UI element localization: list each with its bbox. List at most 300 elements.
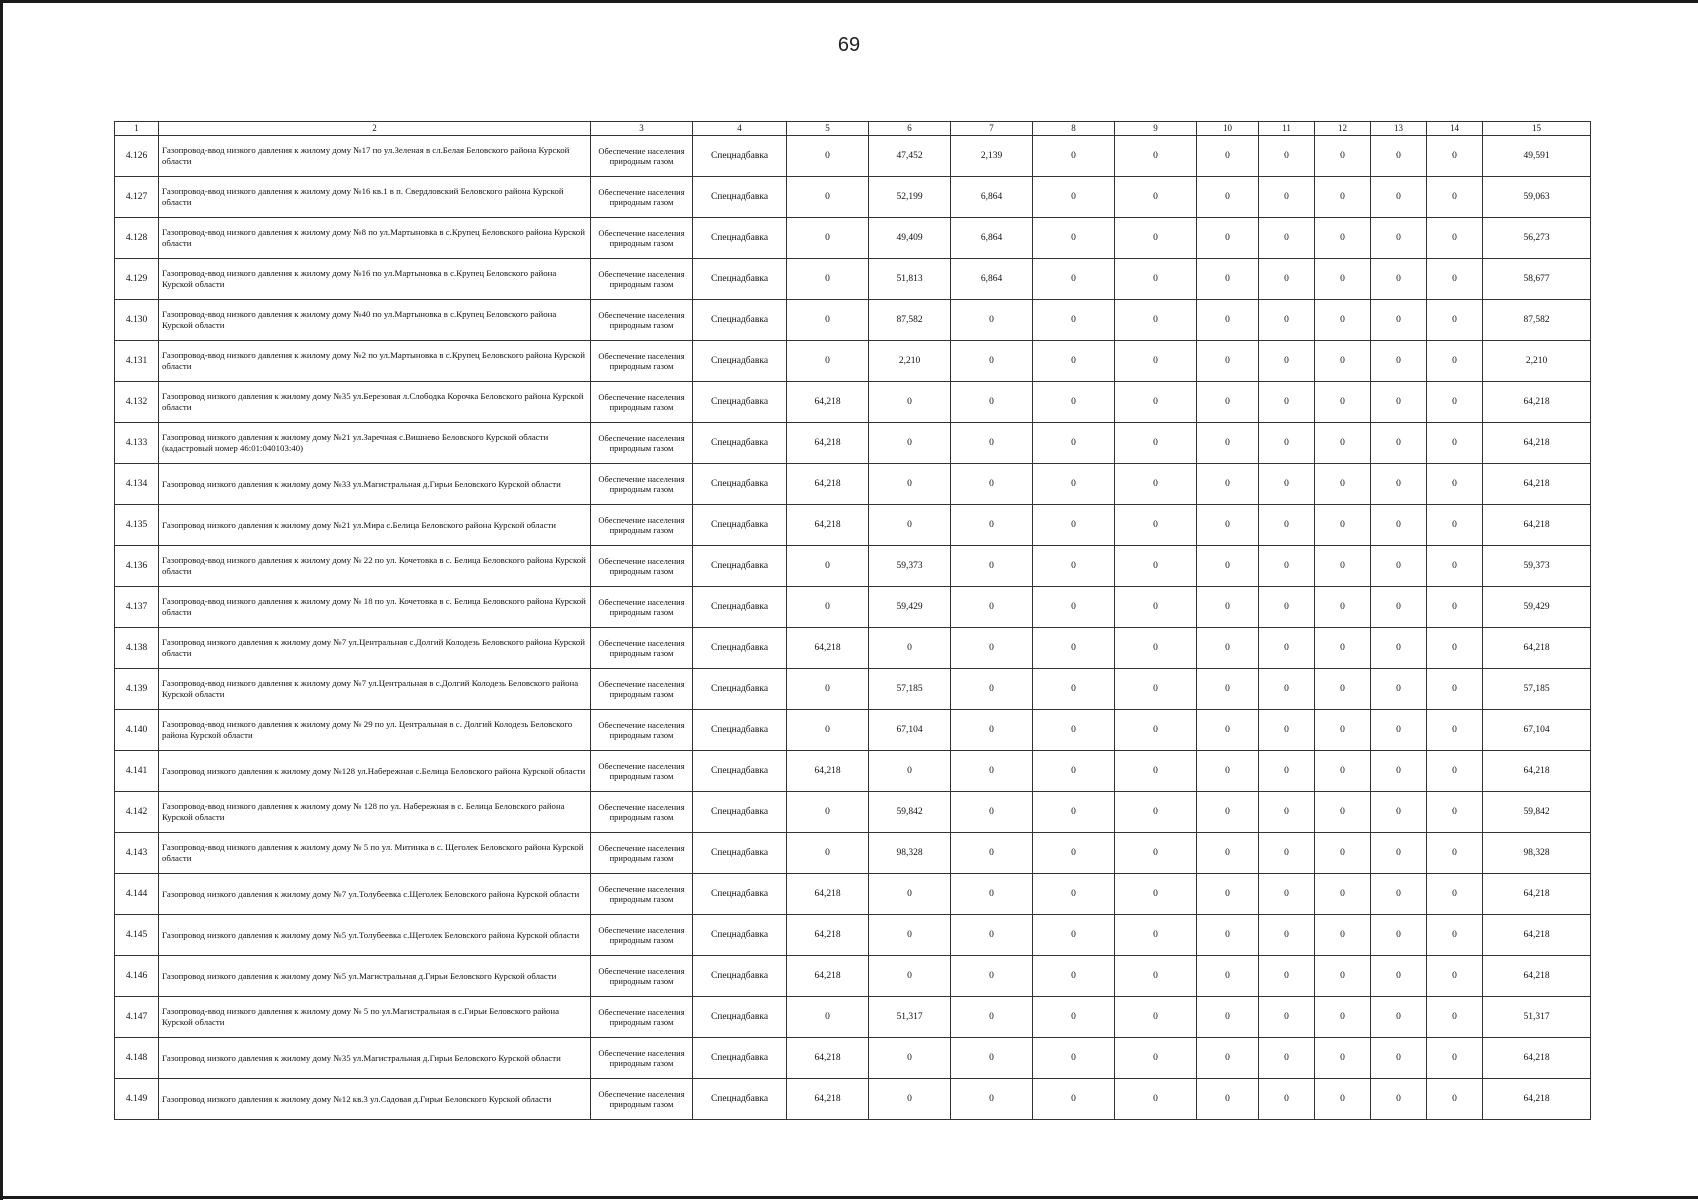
row-id-cell: 4.133 (115, 423, 159, 464)
value-cell-col-8: 0 (1033, 1079, 1115, 1120)
object-name-cell: Газопровод-ввод низкого давления к жилому дому №17 по ул.Зеленая в сл.Белая Беловского района Курской области (159, 136, 591, 177)
value-cell-col-6: 87,582 (869, 300, 951, 341)
funding-source-cell: Спецнадбавка (693, 833, 787, 874)
purpose-cell: Обеспечение населения природным газом (591, 751, 693, 792)
value-cell-col-8: 0 (1033, 587, 1115, 628)
purpose-cell: Обеспечение населения природным газом (591, 710, 693, 751)
value-cell-col-14: 0 (1427, 833, 1483, 874)
value-cell-col-15: 51,317 (1483, 997, 1591, 1038)
value-cell-col-10: 0 (1197, 956, 1259, 997)
value-cell-col-8: 0 (1033, 751, 1115, 792)
purpose-cell: Обеспечение населения природным газом (591, 874, 693, 915)
value-cell-col-12: 0 (1315, 751, 1371, 792)
value-cell-col-10: 0 (1197, 751, 1259, 792)
funding-source-cell: Спецнадбавка (693, 505, 787, 546)
purpose-cell: Обеспечение населения природным газом (591, 300, 693, 341)
value-cell-col-7: 0 (951, 751, 1033, 792)
value-cell-col-6: 0 (869, 505, 951, 546)
value-cell-col-12: 0 (1315, 546, 1371, 587)
row-id-cell: 4.137 (115, 587, 159, 628)
value-cell-col-5: 64,218 (787, 423, 869, 464)
value-cell-col-13: 0 (1371, 915, 1427, 956)
value-cell-col-7: 0 (951, 915, 1033, 956)
row-id-cell: 4.141 (115, 751, 159, 792)
column-header-15: 15 (1483, 122, 1591, 136)
value-cell-col-9: 0 (1115, 505, 1197, 546)
value-cell-col-14: 0 (1427, 464, 1483, 505)
value-cell-col-10: 0 (1197, 546, 1259, 587)
value-cell-col-10: 0 (1197, 218, 1259, 259)
value-cell-col-10: 0 (1197, 833, 1259, 874)
row-id-cell: 4.127 (115, 177, 159, 218)
value-cell-col-15: 58,677 (1483, 259, 1591, 300)
value-cell-col-13: 0 (1371, 300, 1427, 341)
object-name-cell: Газопровод-ввод низкого давления к жилому дому № 22 по ул. Кочетовка в с. Белица Беловского района Курской области (159, 546, 591, 587)
value-cell-col-8: 0 (1033, 628, 1115, 669)
table-row (115, 546, 1591, 587)
column-header-1: 1 (115, 122, 159, 136)
value-cell-col-6: 59,429 (869, 587, 951, 628)
value-cell-col-9: 0 (1115, 669, 1197, 710)
value-cell-col-6: 0 (869, 1038, 951, 1079)
funding-source-cell: Спецнадбавка (693, 177, 787, 218)
value-cell-col-15: 67,104 (1483, 710, 1591, 751)
object-name-cell: Газопровод низкого давления к жилому дому №35 ул.Березовая л.Слободка Корочка Беловского района Курской области (159, 382, 591, 423)
value-cell-col-8: 0 (1033, 423, 1115, 464)
object-name-cell: Газопровод низкого давления к жилому дому №7 ул.Центральная с.Долгий Колодезь Беловского района Курской области (159, 628, 591, 669)
value-cell-col-5: 0 (787, 300, 869, 341)
value-cell-col-5: 64,218 (787, 956, 869, 997)
table-row (115, 464, 1591, 505)
column-header-12: 12 (1315, 122, 1371, 136)
value-cell-col-11: 0 (1259, 669, 1315, 710)
value-cell-col-15: 64,218 (1483, 915, 1591, 956)
scan-edge-bottom (0, 1196, 1698, 1199)
value-cell-col-9: 0 (1115, 218, 1197, 259)
object-name-cell: Газопровод низкого давления к жилому дому №7 ул.Толубеевка с.Щеголек Беловского района Курской области (159, 874, 591, 915)
value-cell-col-15: 59,373 (1483, 546, 1591, 587)
purpose-cell: Обеспечение населения природным газом (591, 915, 693, 956)
value-cell-col-5: 0 (787, 669, 869, 710)
object-name-cell: Газопровод-ввод низкого давления к жилому дому № 128 по ул. Набережная в с. Белица Беловского района Курской области (159, 792, 591, 833)
value-cell-col-13: 0 (1371, 628, 1427, 669)
value-cell-col-9: 0 (1115, 546, 1197, 587)
value-cell-col-6: 0 (869, 628, 951, 669)
funding-source-cell: Спецнадбавка (693, 259, 787, 300)
value-cell-col-5: 64,218 (787, 628, 869, 669)
purpose-cell: Обеспечение населения природным газом (591, 382, 693, 423)
funding-source-cell: Спецнадбавка (693, 218, 787, 259)
value-cell-col-12: 0 (1315, 423, 1371, 464)
row-id-cell: 4.149 (115, 1079, 159, 1120)
value-cell-col-8: 0 (1033, 546, 1115, 587)
purpose-cell: Обеспечение населения природным газом (591, 587, 693, 628)
purpose-cell: Обеспечение населения природным газом (591, 177, 693, 218)
funding-source-cell: Спецнадбавка (693, 464, 787, 505)
value-cell-col-15: 56,273 (1483, 218, 1591, 259)
value-cell-col-6: 0 (869, 751, 951, 792)
value-cell-col-5: 64,218 (787, 505, 869, 546)
table-row (115, 218, 1591, 259)
funding-source-cell: Спецнадбавка (693, 423, 787, 464)
row-id-cell: 4.131 (115, 341, 159, 382)
funding-source-cell: Спецнадбавка (693, 997, 787, 1038)
value-cell-col-9: 0 (1115, 833, 1197, 874)
value-cell-col-7: 0 (951, 710, 1033, 751)
value-cell-col-14: 0 (1427, 751, 1483, 792)
value-cell-col-10: 0 (1197, 464, 1259, 505)
value-cell-col-7: 0 (951, 546, 1033, 587)
scan-edge-left (0, 0, 3, 1200)
value-cell-col-15: 87,582 (1483, 300, 1591, 341)
value-cell-col-7: 0 (951, 587, 1033, 628)
purpose-cell: Обеспечение населения природным газом (591, 259, 693, 300)
value-cell-col-6: 52,199 (869, 177, 951, 218)
value-cell-col-14: 0 (1427, 997, 1483, 1038)
value-cell-col-12: 0 (1315, 587, 1371, 628)
value-cell-col-10: 0 (1197, 177, 1259, 218)
value-cell-col-13: 0 (1371, 751, 1427, 792)
funding-source-cell: Спецнадбавка (693, 587, 787, 628)
value-cell-col-12: 0 (1315, 669, 1371, 710)
funding-source-cell: Спецнадбавка (693, 628, 787, 669)
value-cell-col-9: 0 (1115, 259, 1197, 300)
value-cell-col-5: 0 (787, 341, 869, 382)
row-id-cell: 4.142 (115, 792, 159, 833)
value-cell-col-9: 0 (1115, 177, 1197, 218)
table-row (115, 1038, 1591, 1079)
column-header-3: 3 (591, 122, 693, 136)
value-cell-col-11: 0 (1259, 587, 1315, 628)
value-cell-col-13: 0 (1371, 792, 1427, 833)
value-cell-col-7: 0 (951, 997, 1033, 1038)
value-cell-col-14: 0 (1427, 956, 1483, 997)
value-cell-col-14: 0 (1427, 546, 1483, 587)
value-cell-col-6: 59,373 (869, 546, 951, 587)
column-number-header-row (115, 122, 1591, 136)
value-cell-col-12: 0 (1315, 1038, 1371, 1079)
funding-source-cell: Спецнадбавка (693, 751, 787, 792)
value-cell-col-8: 0 (1033, 710, 1115, 751)
row-id-cell: 4.138 (115, 628, 159, 669)
value-cell-col-10: 0 (1197, 382, 1259, 423)
object-name-cell: Газопровод-ввод низкого давления к жилому дому №16 кв.1 в п. Свердловский Беловского района Курской области (159, 177, 591, 218)
value-cell-col-6: 51,317 (869, 997, 951, 1038)
table-row (115, 792, 1591, 833)
column-header-8: 8 (1033, 122, 1115, 136)
value-cell-col-8: 0 (1033, 1038, 1115, 1079)
purpose-cell: Обеспечение населения природным газом (591, 833, 693, 874)
value-cell-col-9: 0 (1115, 710, 1197, 751)
value-cell-col-7: 0 (951, 833, 1033, 874)
value-cell-col-15: 57,185 (1483, 669, 1591, 710)
value-cell-col-8: 0 (1033, 300, 1115, 341)
value-cell-col-13: 0 (1371, 546, 1427, 587)
table-row (115, 587, 1591, 628)
value-cell-col-10: 0 (1197, 915, 1259, 956)
value-cell-col-14: 0 (1427, 218, 1483, 259)
value-cell-col-11: 0 (1259, 464, 1315, 505)
funding-source-cell: Спецнадбавка (693, 874, 787, 915)
value-cell-col-12: 0 (1315, 997, 1371, 1038)
value-cell-col-12: 0 (1315, 915, 1371, 956)
funding-source-cell: Спецнадбавка (693, 792, 787, 833)
value-cell-col-15: 59,063 (1483, 177, 1591, 218)
value-cell-col-10: 0 (1197, 792, 1259, 833)
value-cell-col-5: 64,218 (787, 1079, 869, 1120)
value-cell-col-5: 0 (787, 587, 869, 628)
value-cell-col-15: 2,210 (1483, 341, 1591, 382)
value-cell-col-6: 0 (869, 915, 951, 956)
value-cell-col-8: 0 (1033, 505, 1115, 546)
value-cell-col-13: 0 (1371, 177, 1427, 218)
funding-source-cell: Спецнадбавка (693, 300, 787, 341)
value-cell-col-8: 0 (1033, 259, 1115, 300)
column-header-13: 13 (1371, 122, 1427, 136)
value-cell-col-13: 0 (1371, 710, 1427, 751)
value-cell-col-15: 64,218 (1483, 382, 1591, 423)
value-cell-col-14: 0 (1427, 587, 1483, 628)
value-cell-col-7: 0 (951, 956, 1033, 997)
column-header-7: 7 (951, 122, 1033, 136)
table-body (115, 122, 1591, 1120)
value-cell-col-15: 64,218 (1483, 628, 1591, 669)
value-cell-col-12: 0 (1315, 874, 1371, 915)
table-row (115, 341, 1591, 382)
value-cell-col-15: 49,591 (1483, 136, 1591, 177)
value-cell-col-5: 0 (787, 546, 869, 587)
funding-source-cell: Спецнадбавка (693, 1079, 787, 1120)
table-row (115, 259, 1591, 300)
column-header-5: 5 (787, 122, 869, 136)
value-cell-col-12: 0 (1315, 341, 1371, 382)
value-cell-col-5: 0 (787, 710, 869, 751)
row-id-cell: 4.132 (115, 382, 159, 423)
value-cell-col-6: 0 (869, 464, 951, 505)
value-cell-col-14: 0 (1427, 136, 1483, 177)
purpose-cell: Обеспечение населения природным газом (591, 669, 693, 710)
value-cell-col-6: 98,328 (869, 833, 951, 874)
value-cell-col-6: 0 (869, 1079, 951, 1120)
table-row (115, 136, 1591, 177)
value-cell-col-8: 0 (1033, 464, 1115, 505)
value-cell-col-8: 0 (1033, 833, 1115, 874)
value-cell-col-11: 0 (1259, 300, 1315, 341)
value-cell-col-11: 0 (1259, 833, 1315, 874)
purpose-cell: Обеспечение населения природным газом (591, 792, 693, 833)
value-cell-col-5: 0 (787, 177, 869, 218)
value-cell-col-5: 64,218 (787, 874, 869, 915)
value-cell-col-13: 0 (1371, 833, 1427, 874)
table-row (115, 710, 1591, 751)
column-header-9: 9 (1115, 122, 1197, 136)
value-cell-col-12: 0 (1315, 259, 1371, 300)
value-cell-col-14: 0 (1427, 792, 1483, 833)
value-cell-col-15: 64,218 (1483, 505, 1591, 546)
funding-source-cell: Спецнадбавка (693, 710, 787, 751)
value-cell-col-11: 0 (1259, 915, 1315, 956)
value-cell-col-7: 6,864 (951, 177, 1033, 218)
object-name-cell: Газопровод-ввод низкого давления к жилому дому №16 по ул.Мартыновка в с.Крупец Беловского района Курской области (159, 259, 591, 300)
value-cell-col-14: 0 (1427, 259, 1483, 300)
value-cell-col-6: 51,813 (869, 259, 951, 300)
value-cell-col-14: 0 (1427, 669, 1483, 710)
purpose-cell: Обеспечение населения природным газом (591, 1038, 693, 1079)
row-id-cell: 4.146 (115, 956, 159, 997)
purpose-cell: Обеспечение населения природным газом (591, 341, 693, 382)
value-cell-col-11: 0 (1259, 997, 1315, 1038)
value-cell-col-6: 57,185 (869, 669, 951, 710)
value-cell-col-9: 0 (1115, 464, 1197, 505)
row-id-cell: 4.128 (115, 218, 159, 259)
row-id-cell: 4.145 (115, 915, 159, 956)
funding-source-cell: Спецнадбавка (693, 382, 787, 423)
value-cell-col-7: 0 (951, 300, 1033, 341)
table-row (115, 628, 1591, 669)
funding-source-cell: Спецнадбавка (693, 915, 787, 956)
object-name-cell: Газопровод низкого давления к жилому дому №5 ул.Магистральная д.Гирьи Беловского Курской области (159, 956, 591, 997)
value-cell-col-10: 0 (1197, 710, 1259, 751)
value-cell-col-11: 0 (1259, 1038, 1315, 1079)
value-cell-col-11: 0 (1259, 710, 1315, 751)
table-row (115, 874, 1591, 915)
value-cell-col-12: 0 (1315, 956, 1371, 997)
value-cell-col-6: 0 (869, 956, 951, 997)
funding-source-cell: Спецнадбавка (693, 669, 787, 710)
value-cell-col-9: 0 (1115, 587, 1197, 628)
row-id-cell: 4.139 (115, 669, 159, 710)
value-cell-col-8: 0 (1033, 382, 1115, 423)
object-name-cell: Газопровод низкого давления к жилому дому №12 кв.3 ул.Садовая д.Гирьи Беловского Курской области (159, 1079, 591, 1120)
value-cell-col-8: 0 (1033, 218, 1115, 259)
value-cell-col-13: 0 (1371, 136, 1427, 177)
value-cell-col-13: 0 (1371, 874, 1427, 915)
value-cell-col-5: 0 (787, 833, 869, 874)
value-cell-col-10: 0 (1197, 669, 1259, 710)
value-cell-col-12: 0 (1315, 1079, 1371, 1120)
purpose-cell: Обеспечение населения природным газом (591, 997, 693, 1038)
value-cell-col-7: 0 (951, 464, 1033, 505)
value-cell-col-9: 0 (1115, 751, 1197, 792)
value-cell-col-7: 0 (951, 628, 1033, 669)
row-id-cell: 4.136 (115, 546, 159, 587)
value-cell-col-6: 2,210 (869, 341, 951, 382)
purpose-cell: Обеспечение населения природным газом (591, 464, 693, 505)
value-cell-col-9: 0 (1115, 956, 1197, 997)
purpose-cell: Обеспечение населения природным газом (591, 423, 693, 464)
value-cell-col-14: 0 (1427, 1038, 1483, 1079)
value-cell-col-9: 0 (1115, 792, 1197, 833)
value-cell-col-7: 0 (951, 1038, 1033, 1079)
object-name-cell: Газопровод-ввод низкого давления к жилому дому №8 по ул.Мартыновка в с.Крупец Беловского района Курской области (159, 218, 591, 259)
value-cell-col-10: 0 (1197, 587, 1259, 628)
value-cell-col-11: 0 (1259, 1079, 1315, 1120)
value-cell-col-5: 64,218 (787, 1038, 869, 1079)
value-cell-col-5: 64,218 (787, 751, 869, 792)
value-cell-col-11: 0 (1259, 218, 1315, 259)
value-cell-col-12: 0 (1315, 792, 1371, 833)
value-cell-col-13: 0 (1371, 1079, 1427, 1120)
value-cell-col-9: 0 (1115, 136, 1197, 177)
value-cell-col-15: 59,429 (1483, 587, 1591, 628)
purpose-cell: Обеспечение населения природным газом (591, 136, 693, 177)
value-cell-col-9: 0 (1115, 997, 1197, 1038)
value-cell-col-5: 64,218 (787, 915, 869, 956)
value-cell-col-13: 0 (1371, 956, 1427, 997)
value-cell-col-13: 0 (1371, 259, 1427, 300)
column-header-14: 14 (1427, 122, 1483, 136)
value-cell-col-12: 0 (1315, 464, 1371, 505)
object-name-cell: Газопровод-ввод низкого давления к жилому дому №7 ул.Центральная в с.Долгий Колодезь Беловского района Курской области (159, 669, 591, 710)
value-cell-col-11: 0 (1259, 341, 1315, 382)
value-cell-col-15: 64,218 (1483, 1038, 1591, 1079)
table-row (115, 300, 1591, 341)
value-cell-col-15: 64,218 (1483, 1079, 1591, 1120)
value-cell-col-14: 0 (1427, 710, 1483, 751)
row-id-cell: 4.126 (115, 136, 159, 177)
value-cell-col-13: 0 (1371, 669, 1427, 710)
value-cell-col-8: 0 (1033, 341, 1115, 382)
value-cell-col-9: 0 (1115, 300, 1197, 341)
value-cell-col-10: 0 (1197, 874, 1259, 915)
value-cell-col-13: 0 (1371, 382, 1427, 423)
value-cell-col-9: 0 (1115, 628, 1197, 669)
row-id-cell: 4.130 (115, 300, 159, 341)
table-row (115, 382, 1591, 423)
row-id-cell: 4.147 (115, 997, 159, 1038)
value-cell-col-5: 0 (787, 259, 869, 300)
value-cell-col-8: 0 (1033, 792, 1115, 833)
purpose-cell: Обеспечение населения природным газом (591, 1079, 693, 1120)
value-cell-col-14: 0 (1427, 300, 1483, 341)
table-row (115, 177, 1591, 218)
value-cell-col-12: 0 (1315, 218, 1371, 259)
value-cell-col-13: 0 (1371, 464, 1427, 505)
row-id-cell: 4.143 (115, 833, 159, 874)
value-cell-col-15: 64,218 (1483, 956, 1591, 997)
value-cell-col-11: 0 (1259, 751, 1315, 792)
value-cell-col-13: 0 (1371, 1038, 1427, 1079)
value-cell-col-9: 0 (1115, 341, 1197, 382)
value-cell-col-10: 0 (1197, 997, 1259, 1038)
value-cell-col-12: 0 (1315, 628, 1371, 669)
value-cell-col-12: 0 (1315, 300, 1371, 341)
object-name-cell: Газопровод-ввод низкого давления к жилому дому №40 по ул.Мартыновка в с.Крупец Беловского района Курской области (159, 300, 591, 341)
value-cell-col-13: 0 (1371, 341, 1427, 382)
value-cell-col-8: 0 (1033, 997, 1115, 1038)
value-cell-col-5: 64,218 (787, 464, 869, 505)
value-cell-col-14: 0 (1427, 423, 1483, 464)
value-cell-col-9: 0 (1115, 423, 1197, 464)
value-cell-col-10: 0 (1197, 505, 1259, 546)
value-cell-col-7: 0 (951, 423, 1033, 464)
purpose-cell: Обеспечение населения природным газом (591, 628, 693, 669)
value-cell-col-7: 6,864 (951, 259, 1033, 300)
value-cell-col-11: 0 (1259, 546, 1315, 587)
table-row (115, 751, 1591, 792)
value-cell-col-14: 0 (1427, 505, 1483, 546)
value-cell-col-10: 0 (1197, 423, 1259, 464)
funding-source-cell: Спецнадбавка (693, 1038, 787, 1079)
value-cell-col-11: 0 (1259, 259, 1315, 300)
purpose-cell: Обеспечение населения природным газом (591, 956, 693, 997)
value-cell-col-10: 0 (1197, 300, 1259, 341)
object-name-cell: Газопровод низкого давления к жилому дому №5 ул.Толубеевка с.Щеголек Беловского района Курской области (159, 915, 591, 956)
value-cell-col-11: 0 (1259, 382, 1315, 423)
value-cell-col-5: 0 (787, 792, 869, 833)
value-cell-col-13: 0 (1371, 997, 1427, 1038)
value-cell-col-7: 0 (951, 669, 1033, 710)
